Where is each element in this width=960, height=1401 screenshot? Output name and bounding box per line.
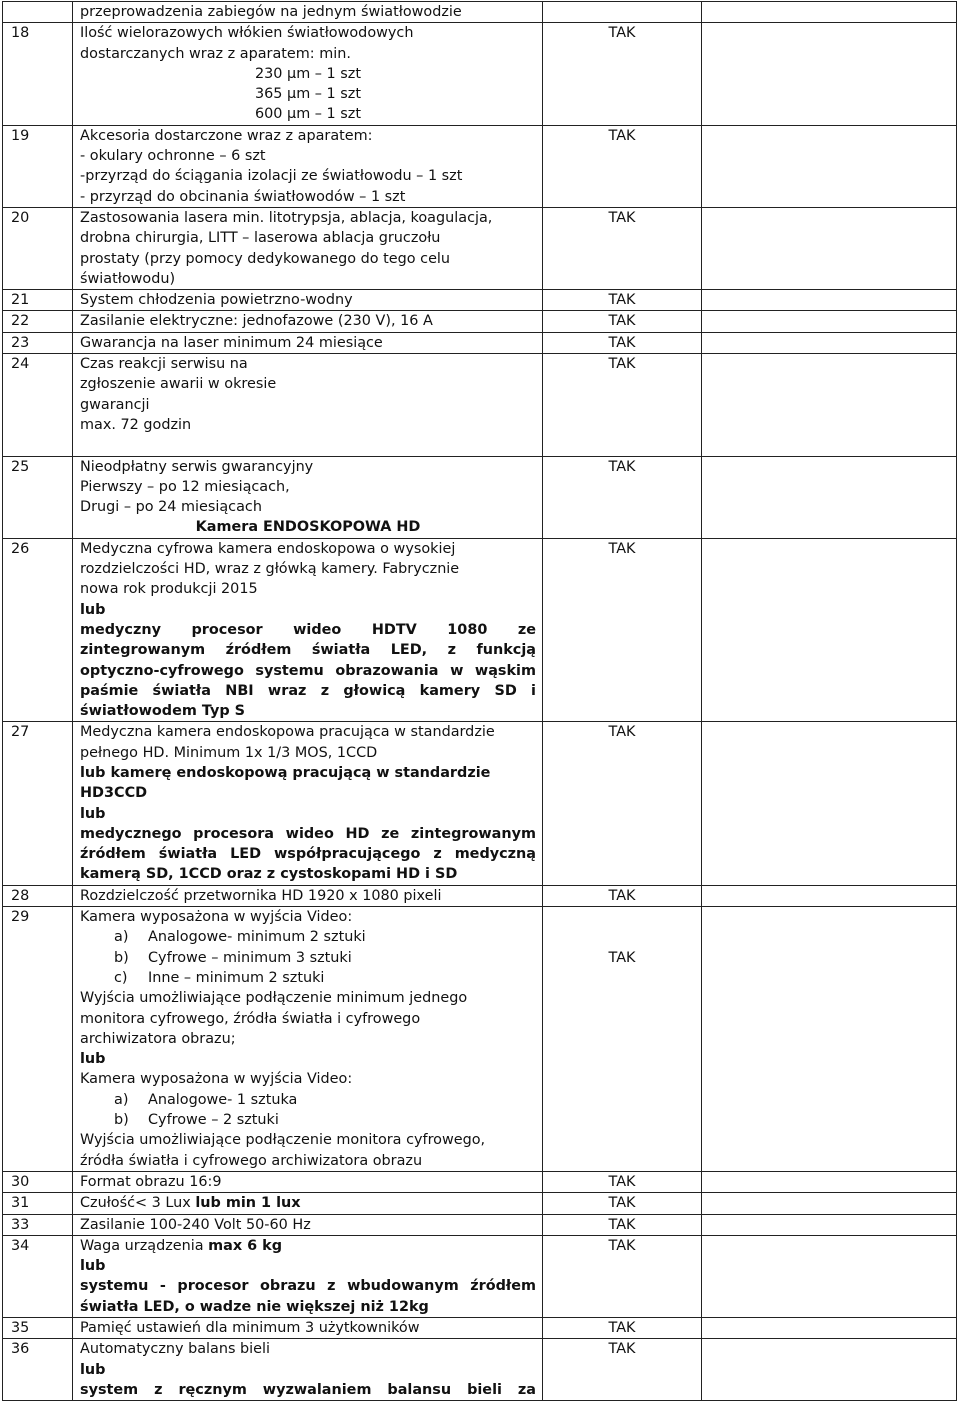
line-text: Waga urządzenia [80, 1237, 209, 1254]
line-text: kamerą SD, 1CCD oraz z cystoskopami HD i SD [80, 866, 458, 883]
line-text: Akcesoria dostarczone wraz z aparatem: [80, 127, 373, 144]
table-row [3, 907, 957, 1172]
offered-parameter-cell [702, 354, 957, 456]
row-description [73, 23, 543, 125]
row-description [73, 1193, 543, 1214]
compliance-cell [543, 311, 702, 332]
description-line [80, 804, 536, 824]
description-line [80, 948, 536, 968]
offered-parameter-cell [702, 207, 957, 289]
table-row [3, 290, 957, 311]
description-line [80, 64, 536, 84]
compliance-cell [543, 1193, 702, 1214]
description-line [80, 864, 536, 884]
description-line [80, 146, 536, 166]
description-line [80, 1151, 536, 1171]
line-text: system z ręcznym wyzwalaniem balansu bieli za [80, 1381, 536, 1398]
compliance-cell [543, 722, 702, 885]
description-line [80, 1110, 536, 1130]
row-number [3, 2, 73, 23]
table-row [3, 1214, 957, 1235]
row-description [73, 1235, 543, 1317]
specification-table [2, 1, 957, 1401]
compliance-value: TAK [608, 313, 636, 330]
description-line [80, 457, 536, 477]
line-text: Drugi – po 24 miesiącach [80, 499, 262, 516]
row-description [73, 332, 543, 353]
line-text: Kamera ENDOSKOPOWA HD [195, 519, 421, 536]
blank-line [80, 435, 536, 455]
compliance-value: TAK [608, 127, 636, 144]
compliance-cell [543, 1235, 702, 1317]
description-line [80, 166, 536, 186]
description-line [80, 517, 536, 537]
compliance-value: TAK [608, 1216, 636, 1233]
offered-parameter-cell [702, 456, 957, 538]
description-line [80, 1318, 536, 1338]
row-description [73, 722, 543, 885]
line-text: dostarczanych wraz z aparatem: min. [80, 45, 351, 62]
description-line [80, 333, 536, 353]
line-text: źródłem światła LED współpracującego z medyczną [80, 846, 536, 863]
offered-parameter-cell [702, 722, 957, 885]
row-description [73, 1318, 543, 1339]
line-text: monitora cyfrowego, źródła światła i cyfrowego [80, 1010, 421, 1027]
table-row [3, 23, 957, 125]
offered-parameter-cell [702, 538, 957, 722]
list-marker: b) [114, 949, 129, 966]
line-text: Pamięć ustawień dla minimum 3 użytkowników [80, 1320, 420, 1336]
line-text: Czas reakcji serwisu na [80, 356, 248, 373]
row-number: 20 [3, 207, 73, 289]
row-description [73, 1171, 543, 1192]
compliance-cell [543, 125, 702, 207]
table-row [3, 1235, 957, 1317]
offered-parameter-cell [702, 885, 957, 906]
line-text-bold: lub min 1 lux [195, 1195, 301, 1212]
line-text: rozdzielczości HD, wraz z główką kamery. Fabrycznie [80, 561, 460, 578]
description-line [80, 927, 536, 947]
description-line [80, 1360, 536, 1380]
description-line [80, 1029, 536, 1049]
line-text: lub kamerę endoskopową pracującą w standardzie [80, 764, 491, 781]
blank-line [547, 907, 697, 927]
list-marker: c) [114, 969, 128, 986]
compliance-value: TAK [608, 458, 636, 475]
line-text: lub [80, 601, 106, 618]
line-text: 600 µm – 1 szt [255, 106, 361, 123]
table-row [3, 538, 957, 722]
line-text: lub [80, 1258, 106, 1275]
line-text: -przyrząd do ściągania izolacji ze światłowodu – 1 szt [80, 168, 463, 185]
description-line [80, 907, 536, 927]
list-marker: a) [114, 929, 129, 946]
row-description [73, 1339, 543, 1401]
line-text: Analogowe- minimum 2 sztuki [148, 929, 366, 946]
compliance-value: TAK [608, 356, 636, 373]
description-line [80, 354, 536, 374]
table-row [3, 1193, 957, 1214]
line-text: systemu - procesor obrazu z wbudowanym źródłem [80, 1278, 536, 1295]
compliance-cell [543, 1171, 702, 1192]
line-text: prostaty (przy pomocy dedykowanego do tego celu [80, 250, 451, 267]
description-line [80, 701, 536, 721]
description-line [80, 290, 536, 310]
line-text: Format obrazu 16:9 [80, 1173, 222, 1190]
line-text: - przyrząd do obcinania światłowodów – 1 szt [80, 188, 406, 205]
table-row [3, 1171, 957, 1192]
offered-parameter-cell [702, 311, 957, 332]
compliance-cell [543, 1318, 702, 1339]
row-number: 27 [3, 722, 73, 885]
compliance-value: TAK [608, 209, 636, 226]
row-number: 33 [3, 1214, 73, 1235]
description-line [80, 187, 536, 207]
description-line [80, 722, 536, 742]
line-text: paśmie światła NBI wraz z głowicą kamery SD i [80, 682, 536, 699]
table-row [3, 332, 957, 353]
row-number: 36 [3, 1339, 73, 1401]
line-text: zintegrowanym źródłem światła LED, z funkcją [80, 642, 536, 659]
line-text: medycznego procesora wideo HD ze zintegrowanym [80, 825, 536, 842]
offered-parameter-cell [702, 125, 957, 207]
row-description [73, 311, 543, 332]
description-line [80, 783, 536, 803]
table-row [3, 1339, 957, 1401]
compliance-cell [543, 354, 702, 456]
compliance-value: TAK [608, 1195, 636, 1212]
description-line [80, 228, 536, 248]
description-line [80, 579, 536, 599]
line-text: archiwizatora obrazu; [80, 1030, 236, 1047]
blank-line [547, 927, 697, 947]
table-row [3, 311, 957, 332]
line-text: Cyfrowe – 2 sztuki [148, 1112, 279, 1129]
line-text-bold: max 6 kg [208, 1237, 283, 1254]
compliance-value: TAK [608, 1173, 636, 1190]
line-text: max. 72 godzin [80, 416, 192, 433]
line-text: gwarancji [80, 396, 150, 413]
description-line [80, 395, 536, 415]
description-line [80, 1236, 536, 1256]
description-line [80, 1130, 536, 1150]
table-row [3, 354, 957, 456]
description-line [80, 1172, 536, 1192]
row-number: 22 [3, 311, 73, 332]
line-text: światłowodem Typ S [80, 703, 246, 720]
description-line [80, 1380, 536, 1400]
offered-parameter-cell [702, 1339, 957, 1401]
description-line [80, 1049, 536, 1069]
description-line [80, 1009, 536, 1029]
compliance-value: TAK [608, 292, 636, 309]
compliance-cell [543, 1214, 702, 1235]
row-description [73, 456, 543, 538]
offered-parameter-cell [702, 1193, 957, 1214]
row-description [73, 1214, 543, 1235]
description-line [80, 763, 536, 783]
description-line [80, 1090, 536, 1110]
row-description [73, 125, 543, 207]
row-description [73, 354, 543, 456]
table-row [3, 722, 957, 885]
row-number: 30 [3, 1171, 73, 1192]
row-description [73, 290, 543, 311]
table-row [3, 207, 957, 289]
compliance-cell [543, 1339, 702, 1401]
row-number: 26 [3, 538, 73, 722]
compliance-cell [543, 332, 702, 353]
description-line [80, 661, 536, 681]
description-line [80, 844, 536, 864]
description-line [80, 1215, 536, 1235]
compliance-cell [543, 885, 702, 906]
description-line [80, 44, 536, 64]
row-number: 31 [3, 1193, 73, 1214]
line-text: zgłoszenie awarii w okresie [80, 376, 277, 393]
offered-parameter-cell [702, 1214, 957, 1235]
row-description [73, 207, 543, 289]
description-line [80, 1069, 536, 1089]
line-text: Pierwszy – po 12 miesiącach, [80, 478, 290, 495]
line-text: Medyczna kamera endoskopowa pracująca w standardzie [80, 724, 495, 741]
line-text: źródła światła i cyfrowego archiwizatora obrazu [80, 1152, 423, 1169]
description-line [80, 743, 536, 763]
description-line [80, 208, 536, 228]
line-text: Zasilanie 100-240 Volt 50-60 Hz [80, 1216, 311, 1233]
offered-parameter-cell [702, 1171, 957, 1192]
description-line [80, 1297, 536, 1317]
row-number: 24 [3, 354, 73, 456]
description-line [80, 269, 536, 289]
row-description [73, 907, 543, 1172]
compliance-value: TAK [608, 540, 636, 557]
line-text: medyczny procesor wideo HDTV 1080 ze [80, 621, 536, 638]
offered-parameter-cell [702, 1235, 957, 1317]
description-line [80, 2, 536, 22]
row-number: 21 [3, 290, 73, 311]
compliance-value: TAK [608, 949, 636, 966]
row-number: 25 [3, 456, 73, 538]
line-text: Automatyczny balans bieli [80, 1341, 271, 1358]
description-line [80, 374, 536, 394]
compliance-cell [543, 907, 702, 1172]
description-line [80, 1276, 536, 1296]
row-number: 23 [3, 332, 73, 353]
line-text: 230 µm – 1 szt [255, 65, 361, 82]
description-line [80, 620, 536, 640]
line-text: drobna chirurgia, LITT – laserowa ablacja gruczołu [80, 230, 441, 247]
table-row [3, 2, 957, 23]
line-text: Rozdzielczość przetwornika HD 1920 x 1080 pixeli [80, 887, 442, 904]
row-description [73, 538, 543, 722]
description-line [80, 681, 536, 701]
row-number: 18 [3, 23, 73, 125]
description-line [80, 1339, 536, 1359]
line-text: - okulary ochronne – 6 szt [80, 148, 266, 165]
offered-parameter-cell [702, 907, 957, 1172]
compliance-cell [543, 2, 702, 23]
line-text: Zasilanie elektryczne: jednofazowe (230 V), 16 A [80, 313, 433, 330]
offered-parameter-cell [702, 332, 957, 353]
line-text: Nieodpłatny serwis gwarancyjny [80, 458, 314, 475]
description-line [80, 104, 536, 124]
line-text: Gwarancja na laser minimum 24 miesiące [80, 334, 383, 351]
description-line [80, 824, 536, 844]
line-text: Cyfrowe – minimum 3 sztuki [148, 949, 352, 966]
description-line [80, 539, 536, 559]
description-line [80, 968, 536, 988]
table-row [3, 456, 957, 538]
compliance-value: TAK [608, 1341, 636, 1358]
list-marker: b) [114, 1112, 129, 1129]
compliance-cell [543, 207, 702, 289]
offered-parameter-cell [702, 23, 957, 125]
line-text: Wyjścia umożliwiające podłączenie monitora cyfrowego, [80, 1132, 486, 1149]
description-line [80, 497, 536, 517]
description-line [80, 415, 536, 435]
line-text: Wyjścia umożliwiające podłączenie minimum jednego [80, 990, 468, 1007]
offered-parameter-cell [702, 1318, 957, 1339]
description-line [80, 311, 536, 331]
compliance-cell [543, 538, 702, 722]
row-number: 34 [3, 1235, 73, 1317]
row-number: 35 [3, 1318, 73, 1339]
compliance-value: TAK [608, 724, 636, 741]
description-line [80, 23, 536, 43]
description-line [80, 84, 536, 104]
line-text: lub [80, 805, 106, 822]
line-text: lub [80, 1361, 106, 1378]
description-line [80, 886, 536, 906]
table-row [3, 1318, 957, 1339]
line-text: przeprowadzenia zabiegów na jednym światłowodzie [80, 4, 462, 20]
compliance-value: TAK [608, 334, 636, 351]
line-text: Inne – minimum 2 sztuki [148, 969, 325, 986]
description-line [80, 1193, 536, 1213]
line-text: 365 µm – 1 szt [255, 86, 361, 103]
compliance-cell [543, 23, 702, 125]
table-row [3, 885, 957, 906]
compliance-value: TAK [608, 25, 636, 42]
line-text: Kamera wyposażona w wyjścia Video: [80, 909, 353, 926]
line-text: Analogowe- 1 sztuka [148, 1091, 298, 1108]
compliance-value: TAK [608, 887, 636, 904]
row-description [73, 885, 543, 906]
description-line [80, 600, 536, 620]
line-text: Zastosowania lasera min. litotrypsja, ablacja, koagulacja, [80, 209, 493, 226]
compliance-cell [543, 456, 702, 538]
row-number: 19 [3, 125, 73, 207]
line-text: Kamera wyposażona w wyjścia Video: [80, 1071, 353, 1088]
offered-parameter-cell [702, 2, 957, 23]
line-text: Czułość< 3 Lux [80, 1195, 196, 1212]
description-line [80, 126, 536, 146]
line-text: optyczno-cyfrowego systemu obrazowania w wąskim [80, 662, 536, 679]
line-text: lub [80, 1051, 106, 1068]
row-number: 28 [3, 885, 73, 906]
line-text: Medyczna cyfrowa kamera endoskopowa o wysokiej [80, 540, 456, 557]
description-line [80, 559, 536, 579]
description-line [80, 477, 536, 497]
table-row [3, 125, 957, 207]
line-text: światła LED, o wadze nie większej niż 12kg [80, 1298, 429, 1315]
description-line [80, 249, 536, 269]
compliance-value: TAK [608, 1320, 636, 1336]
offered-parameter-cell [702, 290, 957, 311]
line-text: pełnego HD. Minimum 1x 1/3 MOS, 1CCD [80, 744, 378, 761]
compliance-cell [543, 290, 702, 311]
line-text: Ilość wielorazowych włókien światłowodowych [80, 25, 414, 42]
line-text: nowa rok produkcji 2015 [80, 581, 258, 598]
specification-table-body [3, 2, 957, 1401]
description-line [80, 640, 536, 660]
list-marker: a) [114, 1091, 129, 1108]
line-text: światłowodu) [80, 270, 176, 287]
compliance-value: TAK [608, 1237, 636, 1254]
row-number: 29 [3, 907, 73, 1172]
description-line [80, 1256, 536, 1276]
row-description [73, 2, 543, 23]
line-text: System chłodzenia powietrzno-wodny [80, 292, 353, 309]
line-text: HD3CCD [80, 785, 148, 802]
description-line [80, 988, 536, 1008]
